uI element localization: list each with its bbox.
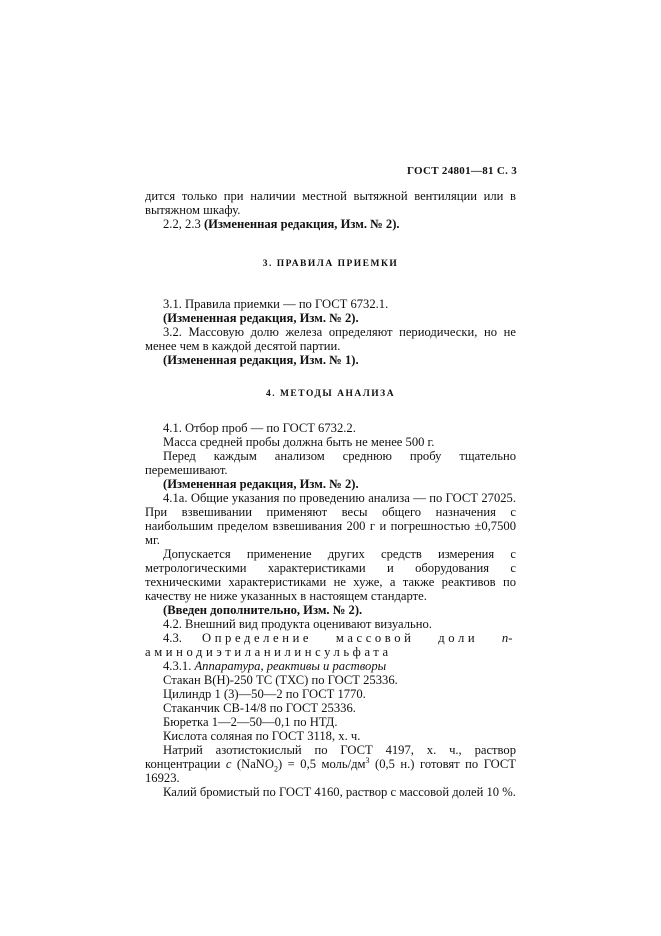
clause-number: 4.3.1.: [163, 659, 195, 673]
alternative-instruments-text: Допускается применение других средств измерения с метрологическими характеристиками и оборудования с техническими характеристиками не хуже, а также реактивов по качеству не ниже указанных в настоящем стандарте.: [145, 547, 516, 603]
clause-3-2: 3.2. Массовую долю железа определяют периодически, но не менее чем в каждой десятой партии.: [145, 325, 516, 353]
clause-number: 4.3.: [163, 631, 203, 645]
clause-4-3-1-title: Аппаратура, реактивы и растворы: [194, 659, 387, 673]
page-header: ГОСТ 24801—81 С. 3: [406, 165, 517, 177]
clause-4-3: [145, 631, 516, 659]
clause-4-3-title-b: -аминодиэтиланилинсульфата: [145, 631, 516, 659]
clause-4-3-title-italic: n: [501, 631, 509, 645]
sample-mass-text: Масса средней пробы должна быть не менее 500 г.: [163, 435, 435, 449]
clause-4-2: 4.2. Внешний вид продукта оценивают визуально.: [163, 617, 432, 631]
amendment-note: (Измененная редакция, Изм. № 2).: [163, 477, 359, 491]
equipment-item: Цилиндр 1 (3)—50—2 по ГОСТ 1770.: [163, 687, 366, 701]
reagent-item-sodium-nitrite: [145, 743, 516, 785]
formula-part: (NaNO: [231, 757, 274, 771]
formula-subscript: 2: [274, 764, 278, 774]
section-3-heading: 3. ПРАВИЛА ПРИЕМКИ: [262, 259, 399, 269]
paragraph-continuation: дится только при наличии местной вытяжной вентиляции или в вытяжном шкафу.: [145, 189, 516, 217]
reagent-item: Калий бромистый по ГОСТ 4160, раствор с массовой долей 10 %.: [163, 785, 516, 799]
reagent-text: (0,5 н.) готовят по ГОСТ 16923.: [145, 757, 517, 785]
amendment-note: (Измененная редакция, Изм. № 2).: [163, 311, 359, 325]
paragraph-2-2-2-3: [145, 217, 516, 231]
amendment-note: (Измененная редакция, Изм. № 2).: [203, 217, 400, 231]
amendment-note: (Введен дополнительно, Изм. № 2).: [163, 603, 363, 617]
equipment-item: Стакан В(Н)-250 ТС (ТХС) по ГОСТ 25336.: [163, 673, 398, 687]
clause-3-1: 3.1. Правила приемки — по ГОСТ 6732.1.: [163, 297, 389, 311]
formula-part: ) = 0,5 моль/дм: [278, 757, 366, 771]
document-body: [145, 189, 516, 799]
clause-number: 2.2, 2.3: [163, 217, 204, 231]
mixing-text: Перед каждым анализом среднюю пробу тщательно перемешивают.: [145, 449, 516, 477]
unit-superscript: 3: [365, 755, 370, 765]
clause-4-1: 4.1. Отбор проб — по ГОСТ 6732.2.: [163, 421, 356, 435]
clause-4-3-1: [145, 659, 516, 673]
concentration-symbol: с: [225, 757, 232, 771]
amendment-note: (Измененная редакция, Изм. № 1).: [163, 353, 359, 367]
reagent-item: Кислота соляная по ГОСТ 3118, х. ч.: [163, 729, 361, 743]
equipment-item: Бюретка 1—2—50—0,1 по НТД.: [163, 715, 338, 729]
clause-4-3-title-a: Определение массовой доли: [202, 631, 502, 645]
section-4-heading: 4. МЕТОДЫ АНАЛИЗА: [265, 389, 396, 399]
clause-4-1a: 4.1а. Общие указания по проведению анализа — по ГОСТ 27025. При взвешивании применяют весы общего назначения с наибольшим пределом взвешивания 200 г и погрешностью ±0,7500 мг.: [145, 491, 516, 547]
equipment-item: Стаканчик СВ-14/8 по ГОСТ 25336.: [163, 701, 356, 715]
reagent-text: Натрий азотистокислый по ГОСТ 4197, х. ч., раствор концентрации: [145, 743, 516, 771]
